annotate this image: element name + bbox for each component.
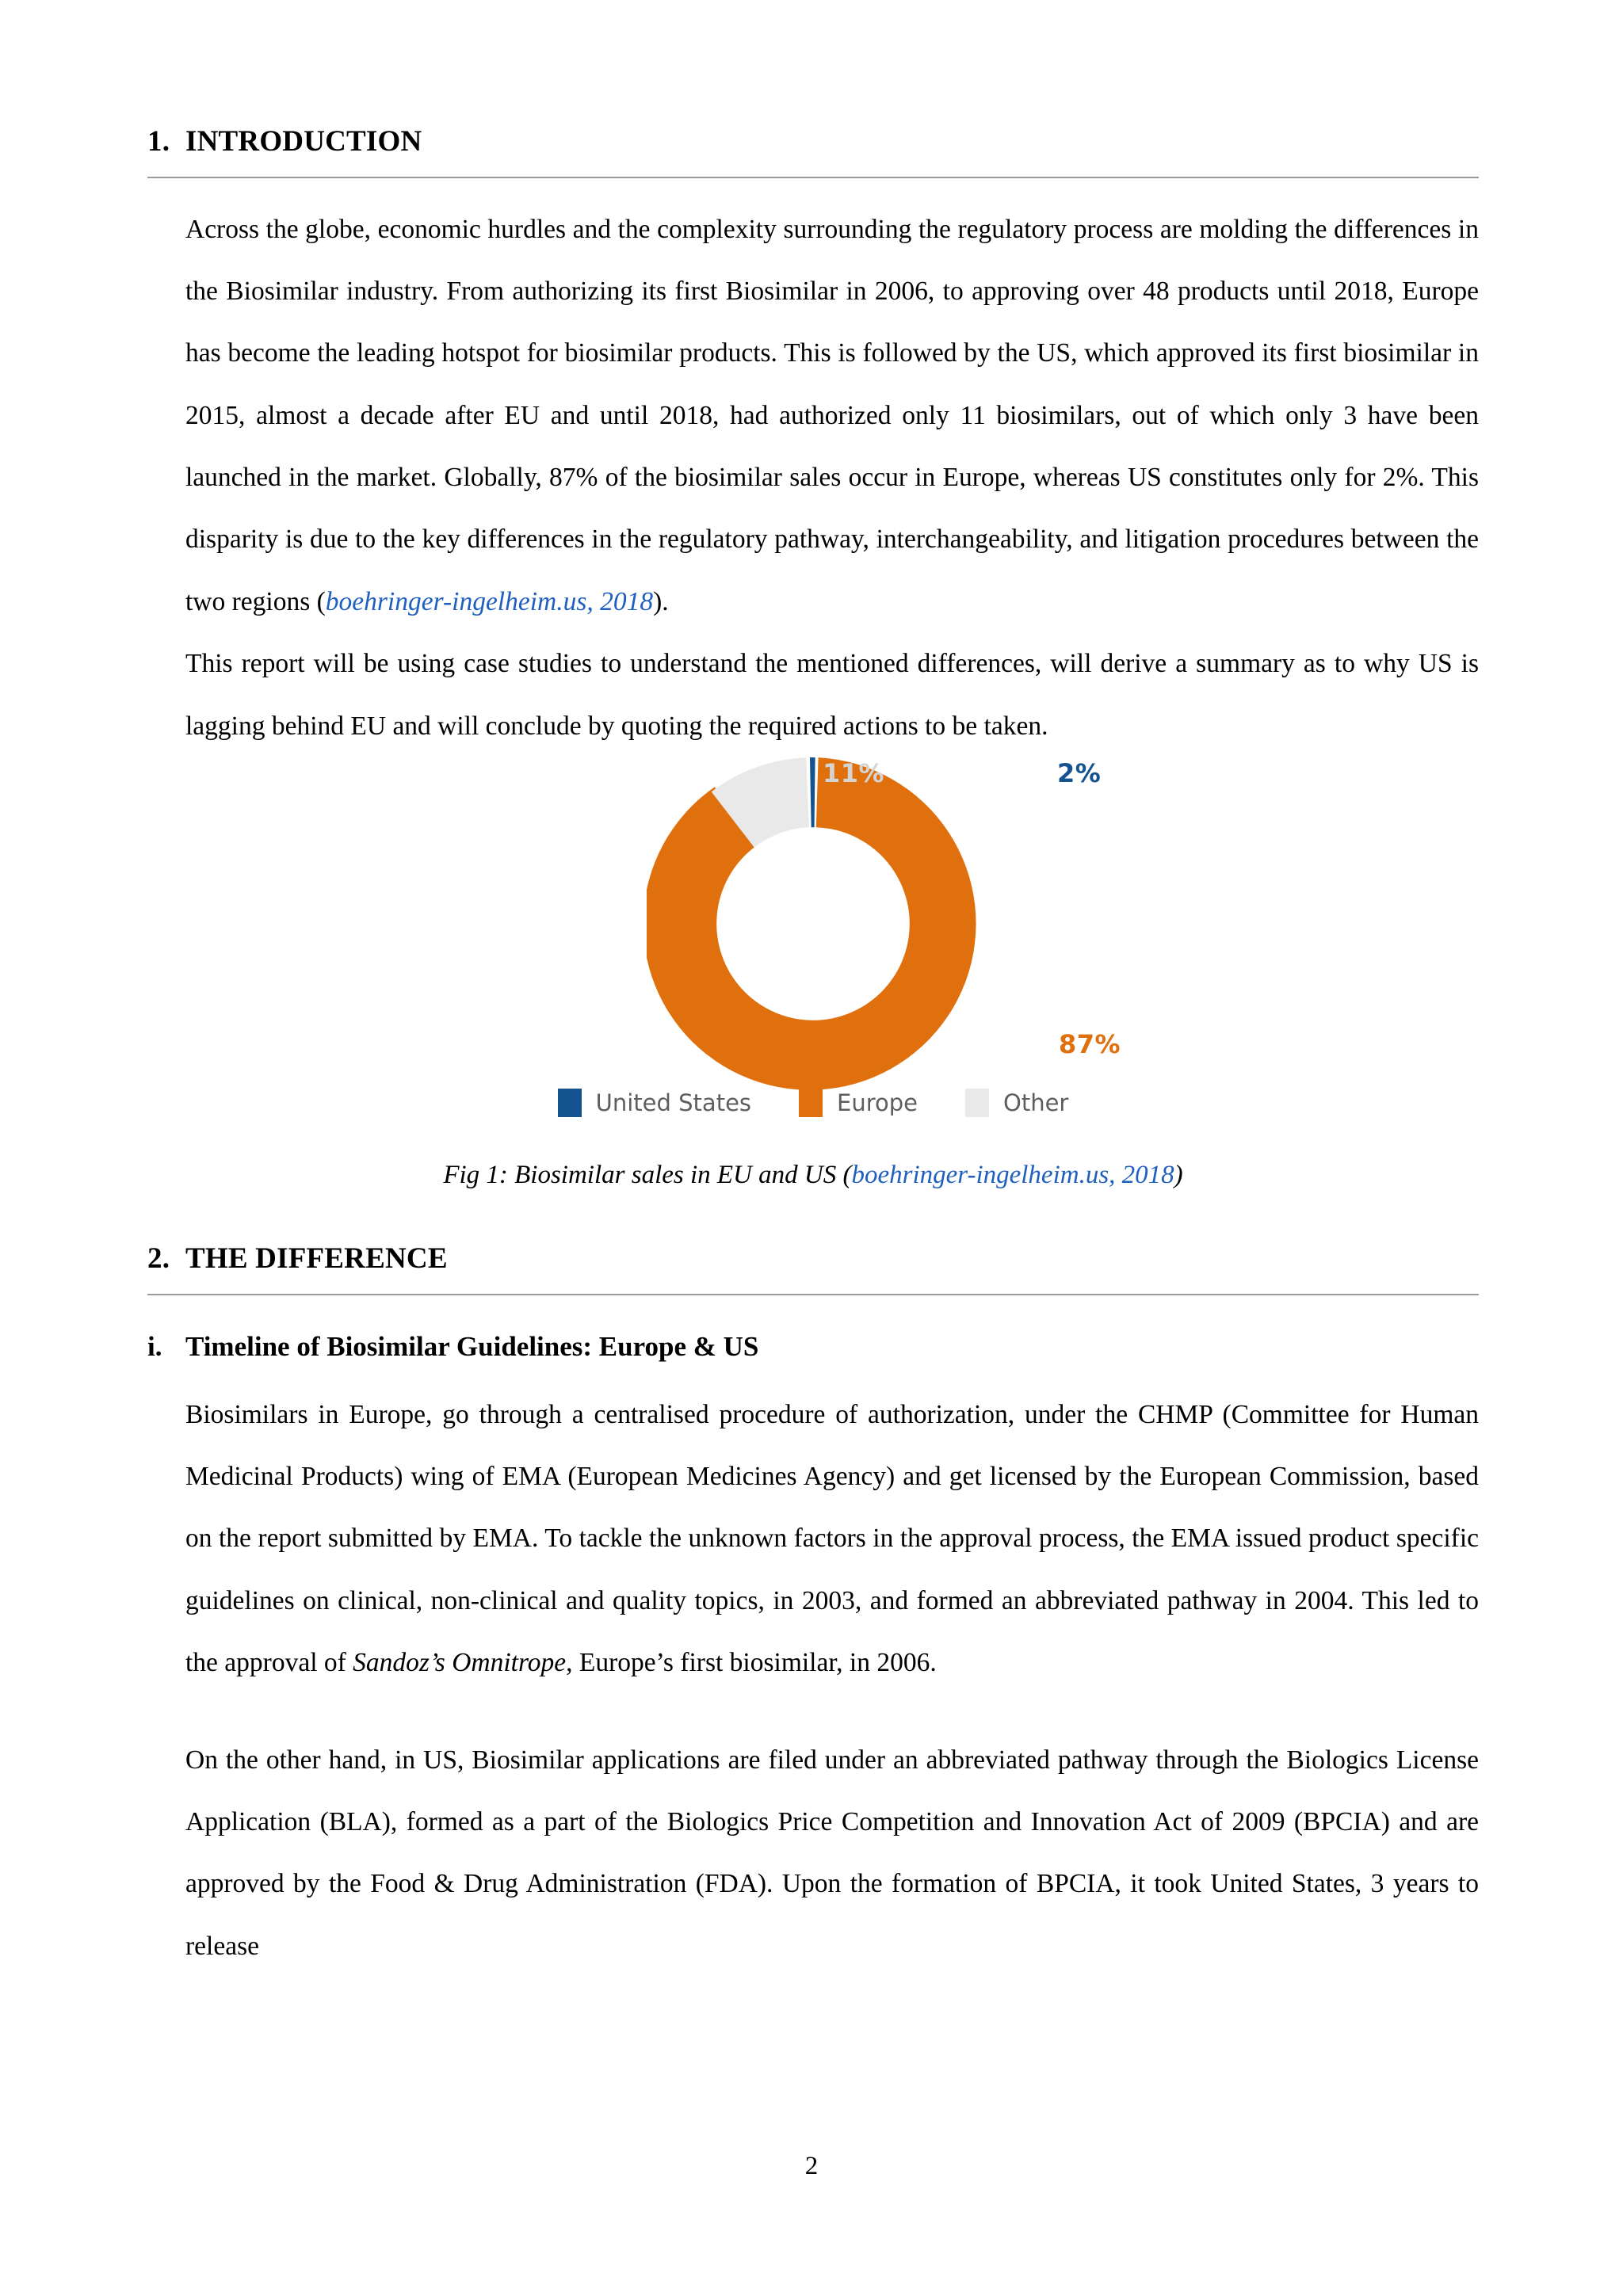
donut-label-europe: 87% [1059,1028,1121,1059]
donut-svg [647,757,980,1090]
figure-caption-citation-link[interactable]: boehringer-ingelheim.us, 2018 [851,1160,1174,1189]
paragraph-text: Biosimilars in Europe, go through a centralised procedure of authorization, under the CHMP (Committee for Human Medicinal Products) wing of EMA (European Medicines Agency) and get licensed by the European Commission, based on the report submitted by EMA. To tackle the unknown factors in the approval process, the EMA issued product specific guidelines on clinical, non-clinical and quality topics, in 2003, and formed an abbreviated pathway in 2004. This led to the approval of [185,1399,1479,1678]
donut-label-united-states: 2% [1057,757,1102,788]
subsection-heading-timeline [147,1330,1479,1363]
section-number: 2. [147,1242,170,1276]
legend-label-united-states: United States [595,1089,752,1116]
paragraph-text-tail: , Europe’s first biosimilar, in 2006. [566,1648,937,1678]
paragraph-intro-1 [185,199,1479,634]
page-number: 2 [804,2152,819,2180]
figure-caption [147,1157,1479,1193]
subsection-title: Timeline of Biosimilar Guidelines: Europe & US [185,1330,759,1362]
donut-graphic [147,757,1479,1106]
legend-swatch-icon-united-states [558,1089,582,1117]
figure-caption-text-tail: ) [1174,1160,1183,1189]
paragraph-difference-2: On the other hand, in US, Biosimilar applications are filed under an abbreviated pathway through the Biologics License Application (BLA), formed as a part of the Biologics Price Competition and Innovation Act of 2009 (BPCIA) and are approved by the Food & Drug Administration (FDA). Upon the formation of BPCIA, it took United States, 3 years to release [185,1745,1479,1961]
donut-label-other: 11% [823,757,885,788]
paragraph-italic-product: Sandoz’s Omnitrope [353,1648,567,1678]
difference-body [185,1384,1479,1978]
paragraph-text: Across the globe, economic hurdles and the complexity surrounding the regulatory process are molding the differences in the Biosimilar industry. From authorizing its first Biosimilar in 2006, to approving over 48 products until 2018, Europe has become the leading hotspot for biosimilar products. This is followed by the US, which approved its first biosimilar in 2015, almost a decade after EU and until 2018, had authorized only 11 biosimilars, out of which only 3 have been launched in the market. Globally, 87% of the biosimilar sales occur in Europe, whereas US constitutes only for 2%. This disparity is due to the key differences in the regulatory pathway, interchangeability, and litigation procedures between the two regions ( [185,214,1479,616]
introduction-body [185,199,1479,757]
chart-legend [147,1089,1479,1117]
paragraph-difference-1 [185,1384,1479,1695]
section-title: INTRODUCTION [185,125,422,158]
spacer [147,1193,1479,1242]
legend-label-other: Other [1003,1089,1069,1116]
section-number: 1. [147,125,170,158]
section-heading-introduction [147,125,1479,159]
spacer [185,1695,1479,1730]
donut-hole [716,827,910,1020]
legend-swatch-icon-other [965,1089,989,1117]
legend-swatch-icon-europe [799,1089,823,1117]
figure-1 [147,757,1479,1193]
citation-link[interactable]: boehringer-ingelheim.us, 2018 [325,586,654,616]
page-content [147,125,1479,1978]
section-title: THE DIFFERENCE [185,1242,448,1276]
spacer [147,1295,1479,1330]
section-heading-the-difference [147,1242,1479,1276]
donut-chart [147,757,1479,1154]
subsection-number: i. [147,1330,162,1362]
legend-item-united-states [558,1089,751,1117]
paragraph-intro-2: This report will be using case studies to understand the mentioned differences, will derive a summary as to why US is lagging behind EU and will conclude by quoting the required actions to be taken. [185,649,1479,741]
spacer [147,178,1479,199]
spacer [147,1363,1479,1384]
legend-item-europe [799,1089,918,1117]
figure-caption-text: Fig 1: Biosimilar sales in EU and US ( [443,1160,852,1189]
paragraph-text-tail: ). [653,586,669,616]
legend-item-other [965,1089,1068,1117]
legend-label-europe: Europe [837,1089,918,1116]
